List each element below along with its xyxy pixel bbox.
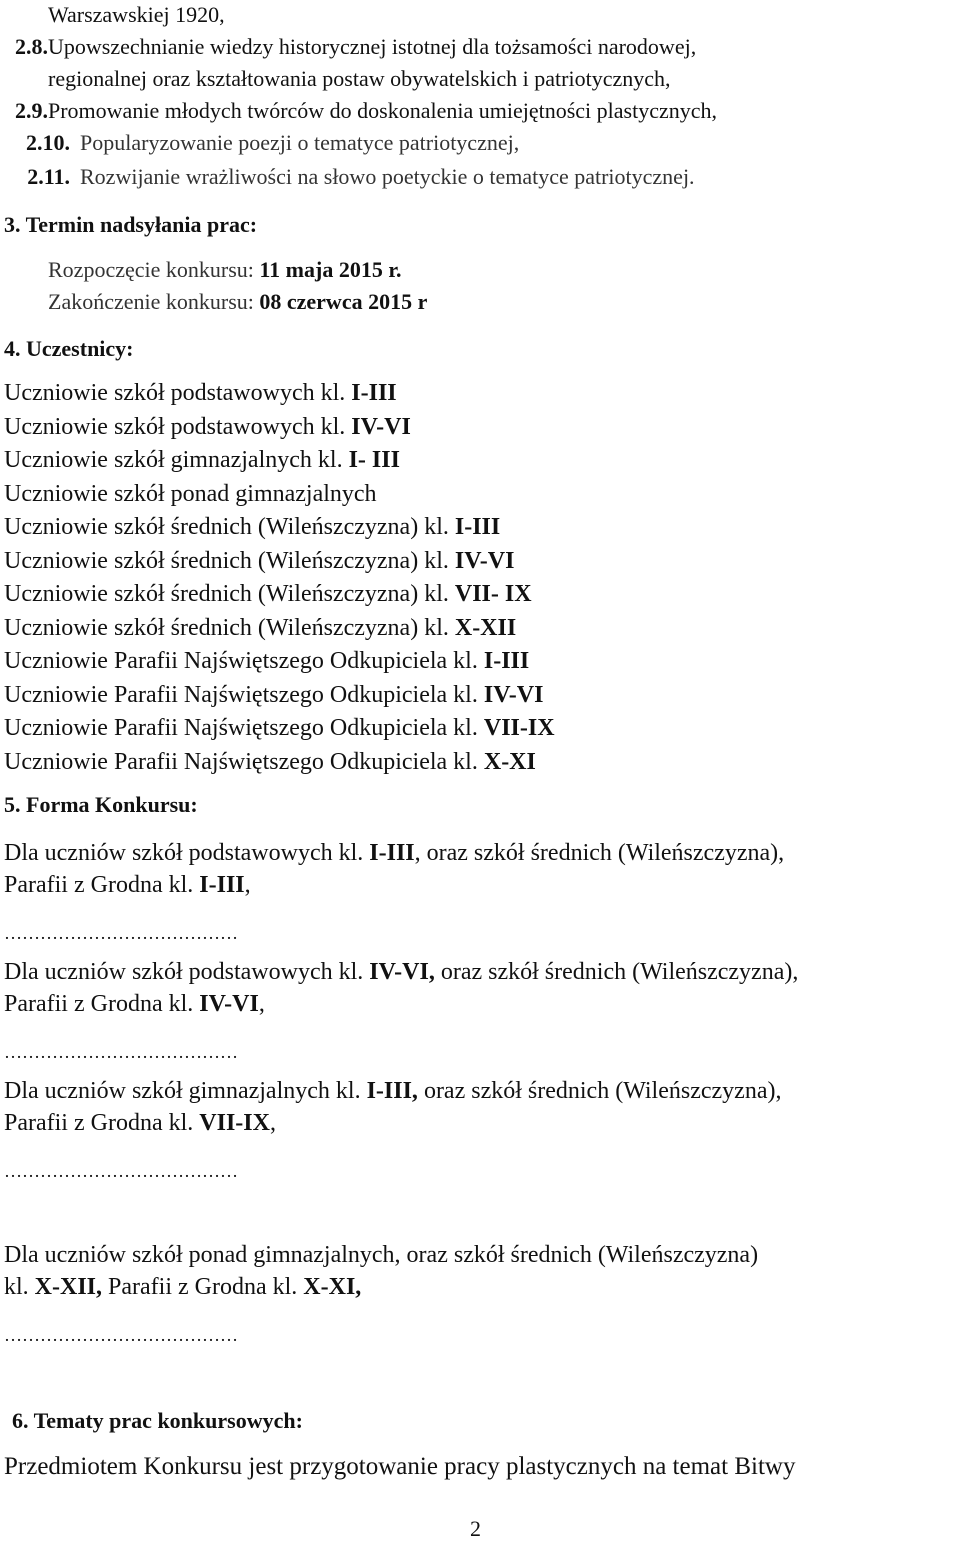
form-text: Dla uczniów szkół podstawowych kl. <box>4 840 370 866</box>
form-text: oraz szkół średnich (Wileńszczyzna), <box>434 959 799 985</box>
participant-text: Uczniowie Parafii Najświętszego Odkupiciela kl. <box>4 748 484 775</box>
participant-row <box>4 713 555 743</box>
form-text: Dla uczniów szkół gimnazjalnych kl. <box>4 1078 367 1104</box>
participant-class: I-III <box>483 648 530 674</box>
participant-row <box>4 378 397 408</box>
form-text: , <box>258 991 265 1017</box>
participant-class: I-III <box>351 380 397 406</box>
text-line: regionalnej oraz kształtowania postaw obywatelskich i patriotycznych, <box>48 66 671 91</box>
form-line <box>4 838 784 868</box>
participant-class: IV-VI <box>351 413 411 440</box>
participant-class: VII- IX <box>454 581 532 607</box>
end-line <box>48 287 427 317</box>
participant-row <box>4 546 514 576</box>
participant-class: X-XII <box>454 614 517 641</box>
participant-text: Uczniowie szkół gimnazjalnych kl. <box>4 447 349 473</box>
item-text: Upowszechnianie wiedzy historycznej istotnej dla tożsamości narodowej, <box>48 34 697 59</box>
dotted-line: ………………………………… <box>4 1161 238 1181</box>
form-text: VII-IX <box>199 1110 270 1136</box>
participant-text: Uczniowie Parafii Najświętszego Odkupiciela kl. <box>4 648 484 674</box>
form-text: oraz szkół średnich (Wileńszczyzna), <box>417 1078 782 1104</box>
item-number: 2.9. <box>15 98 48 123</box>
participant-row <box>4 680 543 710</box>
form-line <box>4 1076 781 1106</box>
form-text: Dla uczniów szkół podstawowych kl. <box>4 959 370 985</box>
start-label: Rozpoczęcie konkursu: <box>48 257 260 282</box>
participant-text: Uczniowie szkół podstawowych kl. <box>4 380 352 406</box>
form-line <box>4 989 265 1019</box>
form-text: Parafii z Grodna kl. <box>4 1110 200 1136</box>
participant-text: Uczniowie Parafii Najświętszego Odkupiciela kl. <box>4 681 484 708</box>
form-text: I-III <box>199 872 245 898</box>
participant-text: Uczniowie szkół średnich (Wileńszczyzna) kl. <box>4 547 455 574</box>
form-text: I-III, <box>366 1078 418 1104</box>
section-heading: 6. Tematy prac konkursowych: <box>12 1408 303 1433</box>
list-item-2-9 <box>0 96 717 126</box>
form-text: I-III <box>369 840 415 866</box>
participant-text: Uczniowie szkół średnich (Wileńszczyzna) kl. <box>4 614 455 641</box>
item-number: 2.11. <box>27 164 70 189</box>
list-item-2-8 <box>0 32 696 62</box>
paragraph: Przedmiotem Konkursu jest przygotowanie pracy plastycznych na temat Bitwy <box>4 1453 796 1480</box>
form-text: , <box>269 1110 276 1136</box>
participant-row <box>4 747 536 777</box>
participant-text: Uczniowie szkół podstawowych kl. <box>4 413 352 440</box>
item-text: Promowanie młodych twórców do doskonalenia umiejętności plastycznych, <box>48 98 718 123</box>
form-text: kl. <box>4 1274 35 1300</box>
dotted-line: ………………………………… <box>4 1325 238 1345</box>
participant-row <box>4 479 377 509</box>
form-line <box>4 870 251 900</box>
text-line: Warszawskiej 1920, <box>48 2 225 27</box>
dotted-line: ………………………………… <box>4 1042 238 1062</box>
participant-row <box>4 646 529 676</box>
section-heading: 5. Forma Konkursu: <box>4 792 198 817</box>
form-text: , <box>244 872 251 898</box>
list-item-2-10 <box>0 128 519 158</box>
participant-text: Uczniowie szkół ponad gimnazjalnych <box>4 480 377 507</box>
form-line <box>4 957 798 987</box>
participant-class: IV-VI <box>454 547 515 574</box>
form-text: IV-VI <box>199 991 259 1017</box>
end-value: 08 czerwca 2015 r <box>259 289 428 314</box>
form-text: , oraz szkół średnich (Wileńszczyzna), <box>414 840 785 866</box>
participant-class: VII-IX <box>483 715 555 741</box>
item-number: 2.10. <box>26 130 70 155</box>
form-text: Dla uczniów szkół ponad gimnazjalnych, oraz szkół średnich (Wileńszczyzna) <box>4 1242 759 1268</box>
form-text: Parafii z Grodna kl. <box>102 1274 304 1300</box>
page-number: 2 <box>470 1516 481 1541</box>
participant-row <box>4 613 516 643</box>
item-number: 2.8. <box>15 34 48 59</box>
start-line <box>48 255 402 285</box>
form-text: IV-VI, <box>369 959 435 985</box>
participant-class: I-III <box>454 514 501 540</box>
participant-text: Uczniowie szkół średnich (Wileńszczyzna) kl. <box>4 514 455 540</box>
participant-row <box>4 445 400 475</box>
end-label: Zakończenie konkursu: <box>48 289 260 314</box>
section-heading: 3. Termin nadsyłania prac: <box>4 212 258 237</box>
participant-text: Uczniowie szkół średnich (Wileńszczyzna) kl. <box>4 581 455 607</box>
list-item-2-11 <box>0 162 695 192</box>
start-value: 11 maja 2015 r. <box>259 257 402 282</box>
form-text: X-XI, <box>303 1274 362 1300</box>
participant-class: IV-VI <box>483 681 544 708</box>
item-text: Rozwijanie wrażliwości na słowo poetyckie o tematyce patriotycznej. <box>80 164 695 189</box>
dotted-line: ………………………………… <box>4 923 238 943</box>
participant-row <box>4 512 500 542</box>
form-line <box>4 1272 361 1302</box>
item-text: Popularyzowanie poezji o tematyce patriotycznej, <box>80 130 520 155</box>
section-heading: 4. Uczestnicy: <box>4 336 134 361</box>
participant-row <box>4 412 411 442</box>
participant-class: I- III <box>348 447 400 473</box>
participant-row <box>4 579 532 609</box>
participant-text: Uczniowie Parafii Najświętszego Odkupiciela kl. <box>4 715 484 741</box>
form-text: Parafii z Grodna kl. <box>4 991 200 1017</box>
form-line <box>4 1108 276 1138</box>
form-text: Parafii z Grodna kl. <box>4 872 200 898</box>
form-line <box>4 1240 758 1270</box>
participant-class: X-XI <box>483 748 536 775</box>
form-text: X-XII, <box>34 1274 103 1300</box>
